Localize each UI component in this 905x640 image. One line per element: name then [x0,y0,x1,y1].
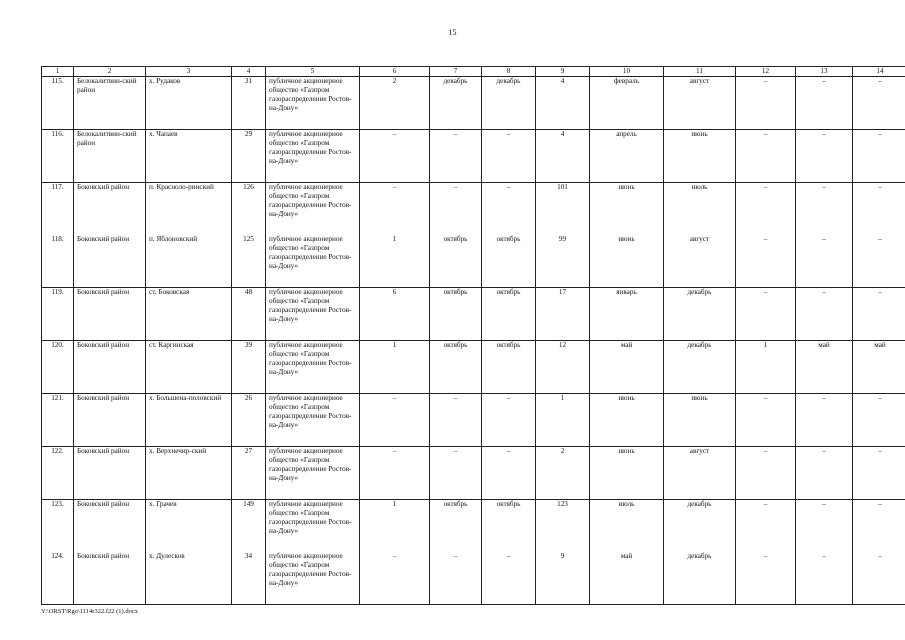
table-cell: публичное акционерное общество «Газпром газораспределение Ростов-на-Дону» [266,394,360,447]
table-cell: 101 [536,183,590,236]
table-cell: – [430,183,482,236]
table-row [42,288,905,341]
table-cell: публичное акционерное общество «Газпром газораспределение Ростов-на-Дону» [266,552,360,605]
table-cell: – [853,288,905,341]
table-cell: август [664,235,736,288]
table-cell: 1 [736,341,796,394]
table-row [42,394,905,447]
column-number-header: 12 [736,67,796,77]
table-cell: – [430,130,482,183]
table-cell: х. Грачев [146,500,232,553]
table-cell: п. Красноло-ринский [146,183,232,236]
row-number-cell: 120. [42,341,74,394]
table-cell: 12 [536,341,590,394]
table-cell: Боковский район [74,394,146,447]
table-cell: 123 [536,500,590,553]
table-cell: февраль [590,77,664,130]
table-cell: Боковский район [74,552,146,605]
row-number-cell: 123. [42,500,74,553]
table-cell: – [482,130,536,183]
table-cell: – [360,130,430,183]
table-cell: август [664,447,736,500]
table-cell: 34 [232,552,266,605]
table-cell: 2 [360,77,430,130]
table-cell: – [796,552,853,605]
table-cell: – [482,552,536,605]
table-cell: – [736,183,796,236]
table-cell: январь [590,288,664,341]
table-cell: х. Верхнечир-ский [146,447,232,500]
table-cell: – [796,394,853,447]
table-cell: – [736,447,796,500]
table-cell: х. Рудаков [146,77,232,130]
table-cell: – [482,394,536,447]
column-number-header: 8 [482,67,536,77]
table-cell: ст. Каргинская [146,341,232,394]
table-cell: октябрь [430,500,482,553]
table-cell: – [430,447,482,500]
column-number-header: 5 [266,67,360,77]
table-cell: июнь [664,394,736,447]
table-cell: октябрь [482,341,536,394]
table-row [42,447,905,500]
table-cell: 1 [536,394,590,447]
table-cell: – [796,183,853,236]
table-cell: декабрь [430,77,482,130]
table-cell: – [796,77,853,130]
table-cell: – [360,447,430,500]
table-cell: – [482,183,536,236]
table-cell: июнь [590,183,664,236]
column-number-header: 3 [146,67,232,77]
column-number-header: 11 [664,67,736,77]
row-number-cell: 119. [42,288,74,341]
table-cell: Белокалитвин-ский район [74,77,146,130]
table-cell: октябрь [482,500,536,553]
table-cell: октябрь [482,288,536,341]
table-cell: – [736,235,796,288]
table-cell: май [796,341,853,394]
table-cell: 99 [536,235,590,288]
table-cell: июнь [590,447,664,500]
table-cell: октябрь [430,288,482,341]
table-cell: – [853,130,905,183]
table-cell: 39 [232,341,266,394]
row-number-cell: 124. [42,552,74,605]
table-cell: 149 [232,500,266,553]
table-cell: Боковский район [74,235,146,288]
column-number-header: 10 [590,67,664,77]
table-cell: октябрь [482,235,536,288]
table-cell: 27 [232,447,266,500]
table-cell: май [590,341,664,394]
table-cell: – [853,447,905,500]
row-number-cell: 118. [42,235,74,288]
table-cell: ст. Боковская [146,288,232,341]
table-cell: декабрь [482,77,536,130]
table-cell: май [590,552,664,605]
table-cell: публичное акционерное общество «Газпром газораспределение Ростов-на-Дону» [266,183,360,236]
table-cell: публичное акционерное общество «Газпром газораспределение Ростов-на-Дону» [266,341,360,394]
table-cell: х. Дулесков [146,552,232,605]
table-cell: апрель [590,130,664,183]
table-cell: – [796,130,853,183]
table-cell: публичное акционерное общество «Газпром газораспределение Ростов-на-Дону» [266,288,360,341]
row-number-cell: 117. [42,183,74,236]
table-cell: публичное акционерное общество «Газпром газораспределение Ростов-на-Дону» [266,500,360,553]
column-number-header: 7 [430,67,482,77]
table-cell: декабрь [664,341,736,394]
table-cell: публичное акционерное общество «Газпром газораспределение Ростов-на-Дону» [266,235,360,288]
table-cell: публичное акционерное общество «Газпром газораспределение Ростов-на-Дону» [266,447,360,500]
column-number-header: 4 [232,67,266,77]
table-cell: х. Чапаев [146,130,232,183]
column-number-row [42,67,905,77]
table-cell: – [853,394,905,447]
column-number-header: 14 [853,67,905,77]
table-cell: – [853,552,905,605]
column-number-header: 9 [536,67,590,77]
table-cell: 6 [360,288,430,341]
table-cell: 4 [536,77,590,130]
table-cell: 2 [536,447,590,500]
table-cell: – [796,500,853,553]
table-cell: – [736,77,796,130]
table-cell: – [853,500,905,553]
table-cell: 1 [360,235,430,288]
table-cell: декабрь [664,552,736,605]
table-cell: – [853,235,905,288]
table-cell: май [853,341,905,394]
column-number-header: 6 [360,67,430,77]
table-cell: 31 [232,77,266,130]
table-cell: 9 [536,552,590,605]
table-cell: июнь [590,394,664,447]
table-cell: 4 [536,130,590,183]
table-cell: – [853,183,905,236]
table-cell: 125 [232,235,266,288]
table-row [42,500,905,553]
table-cell: публичное акционерное общество «Газпром газораспределение Ростов-на-Дону» [266,130,360,183]
table-row [42,130,905,183]
table-cell: 1 [360,341,430,394]
table-cell: 26 [232,394,266,447]
table-cell: – [796,235,853,288]
table-cell: – [736,288,796,341]
table-cell: 17 [536,288,590,341]
table-row [42,183,905,236]
table-cell: октябрь [430,341,482,394]
column-number-header: 1 [42,67,74,77]
table-cell: Боковский район [74,341,146,394]
table-cell: – [430,394,482,447]
table-cell: Боковский район [74,447,146,500]
row-number-cell: 116. [42,130,74,183]
table-cell: 29 [232,130,266,183]
table-cell: июнь [590,235,664,288]
table-cell: – [853,77,905,130]
table-cell: август [664,77,736,130]
table-row [42,341,905,394]
row-number-cell: 122. [42,447,74,500]
table-cell: 1 [360,500,430,553]
row-number-cell: 115. [42,77,74,130]
table-cell: – [796,447,853,500]
table-cell: декабрь [664,288,736,341]
table-row [42,235,905,288]
table-cell: публичное акционерное общество «Газпром газораспределение Ростов-на-Дону» [266,77,360,130]
table-cell: – [796,288,853,341]
table-cell: п. Яблоновский [146,235,232,288]
data-table [41,66,905,605]
table-cell: – [736,130,796,183]
page-number: 15 [448,28,457,37]
table-cell: июнь [664,130,736,183]
table-cell: июль [664,183,736,236]
table-cell: июль [590,500,664,553]
table-cell: – [430,552,482,605]
footer-file-path: Y:\ORST\Rgo\1114r322.f22 (1).docx [41,608,138,615]
table-cell: октябрь [430,235,482,288]
table-cell: х. Большена-половский [146,394,232,447]
table-cell: – [482,447,536,500]
column-number-header: 2 [74,67,146,77]
table-cell: декабрь [664,500,736,553]
table-cell: Белокалитвин-ский район [74,130,146,183]
table-cell: – [736,394,796,447]
table-row [42,77,905,130]
table-cell: Боковский район [74,500,146,553]
row-number-cell: 121. [42,394,74,447]
table-row [42,552,905,605]
table-cell: – [360,394,430,447]
table-cell: Боковский район [74,288,146,341]
table-cell: – [736,552,796,605]
table-cell: 48 [232,288,266,341]
table-cell: – [736,500,796,553]
table-cell: Боковский район [74,183,146,236]
table-cell: – [360,552,430,605]
column-number-header: 13 [796,67,853,77]
table-cell: – [360,183,430,236]
table-cell: 126 [232,183,266,236]
